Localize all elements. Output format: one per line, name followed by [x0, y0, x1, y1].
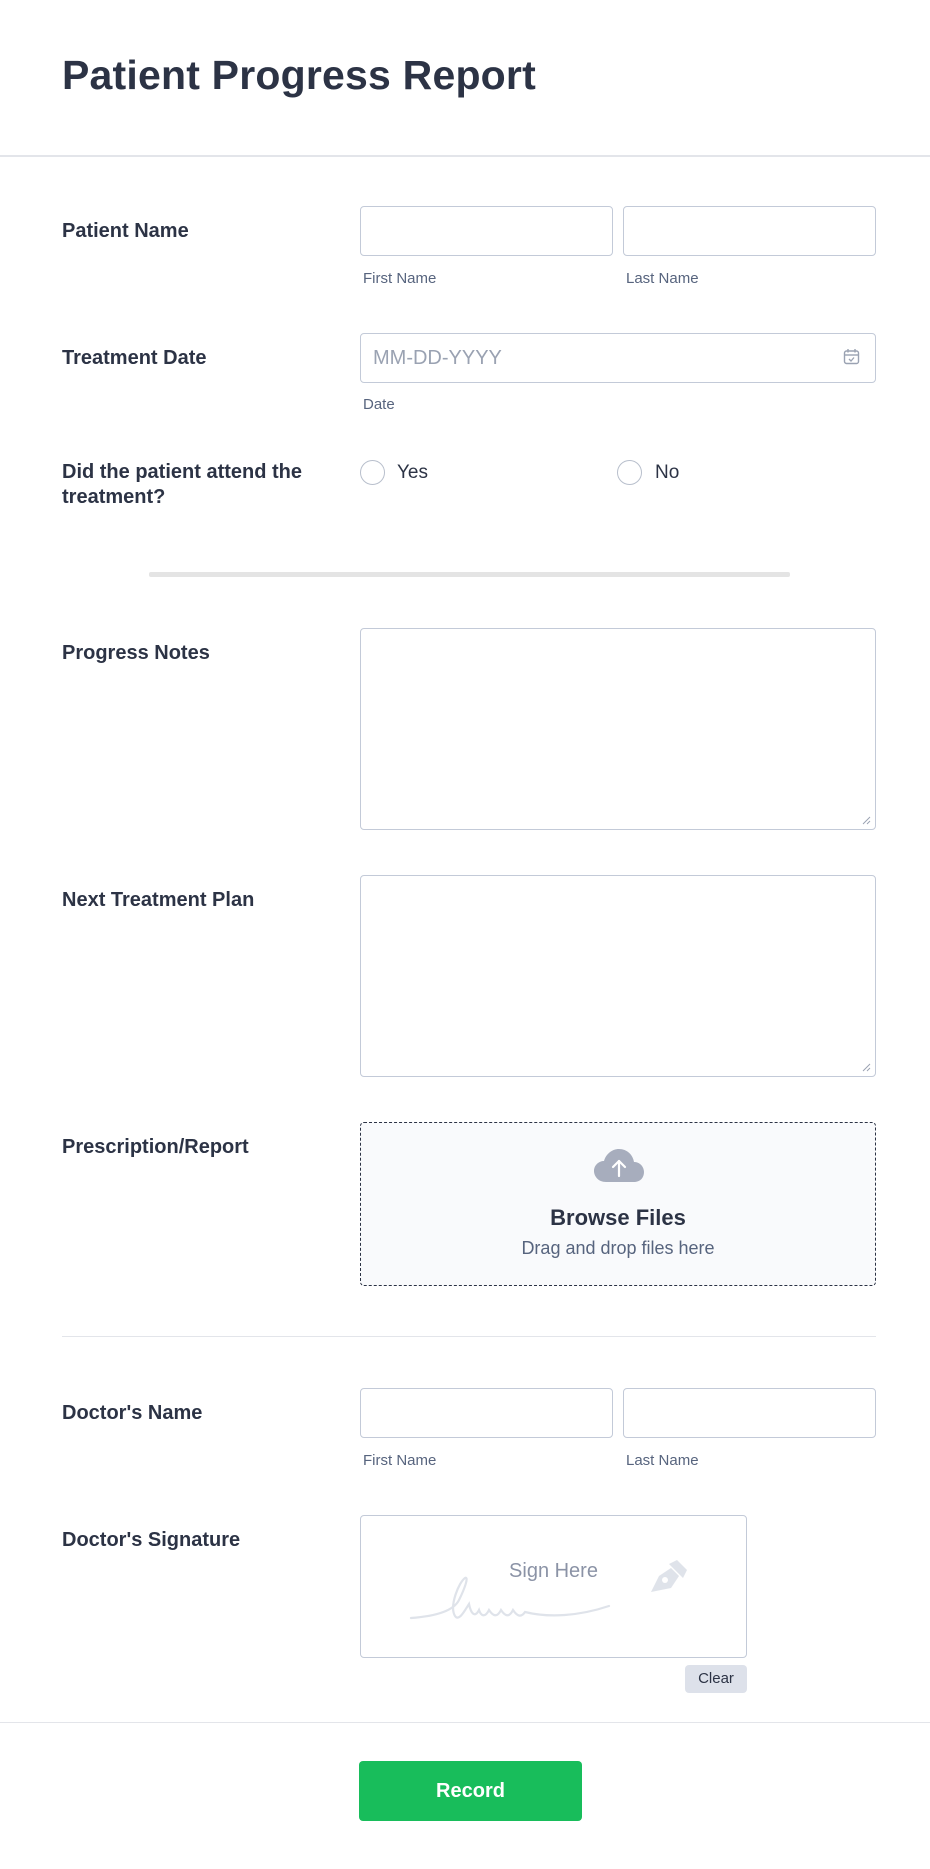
- footer-divider: [0, 1722, 930, 1723]
- attendance-yes-label[interactable]: Yes: [397, 462, 428, 483]
- treatment-date-sublabel: Date: [363, 396, 395, 413]
- resize-grip-icon[interactable]: [862, 1063, 871, 1072]
- patient-first-name-input[interactable]: [360, 206, 613, 256]
- attendance-label-line1: Did the patient attend the: [62, 461, 302, 483]
- treatment-date-placeholder: MM-DD-YYYY: [373, 347, 502, 369]
- cloud-upload-icon: [593, 1148, 645, 1184]
- attendance-yes-radio[interactable]: [360, 460, 385, 485]
- signature-pad[interactable]: [360, 1515, 747, 1658]
- next-treatment-plan-label: Next Treatment Plan: [62, 889, 255, 911]
- page-title: Patient Progress Report: [62, 52, 536, 98]
- doctor-last-name-sublabel: Last Name: [626, 1452, 699, 1469]
- drag-drop-hint: Drag and drop files here: [521, 1238, 715, 1258]
- attendance-no-radio[interactable]: [617, 460, 642, 485]
- patient-first-name-sublabel: First Name: [363, 270, 437, 287]
- form-header: [0, 0, 930, 157]
- attendance-label-line2: treatment?: [62, 486, 166, 508]
- patient-last-name-input[interactable]: [623, 206, 876, 256]
- progress-notes-label: Progress Notes: [62, 642, 210, 664]
- calendar-icon[interactable]: [843, 348, 860, 365]
- record-button[interactable]: Record: [359, 1761, 582, 1821]
- next-treatment-plan-textarea[interactable]: [360, 875, 876, 1077]
- file-upload-dropzone[interactable]: [360, 1122, 876, 1286]
- section-divider: [149, 572, 790, 577]
- patient-name-label: Patient Name: [62, 220, 189, 242]
- section-divider: [62, 1336, 876, 1337]
- treatment-date-label: Treatment Date: [62, 347, 207, 369]
- doctor-first-name-sublabel: First Name: [363, 1452, 437, 1469]
- attendance-no-label[interactable]: No: [655, 462, 680, 483]
- doctor-last-name-input[interactable]: [623, 1388, 876, 1438]
- progress-notes-textarea[interactable]: [360, 628, 876, 830]
- doctor-first-name-input[interactable]: [360, 1388, 613, 1438]
- doctor-name-label: Doctor's Name: [62, 1402, 203, 1424]
- prescription-label: Prescription/Report: [62, 1136, 249, 1158]
- browse-files-button[interactable]: Browse Files: [550, 1205, 686, 1230]
- clear-signature-button[interactable]: Clear: [685, 1665, 747, 1693]
- doctor-signature-label: Doctor's Signature: [62, 1529, 241, 1551]
- resize-grip-icon[interactable]: [862, 816, 871, 825]
- sign-here-placeholder: Sign Here: [509, 1560, 598, 1582]
- patient-last-name-sublabel: Last Name: [626, 270, 699, 287]
